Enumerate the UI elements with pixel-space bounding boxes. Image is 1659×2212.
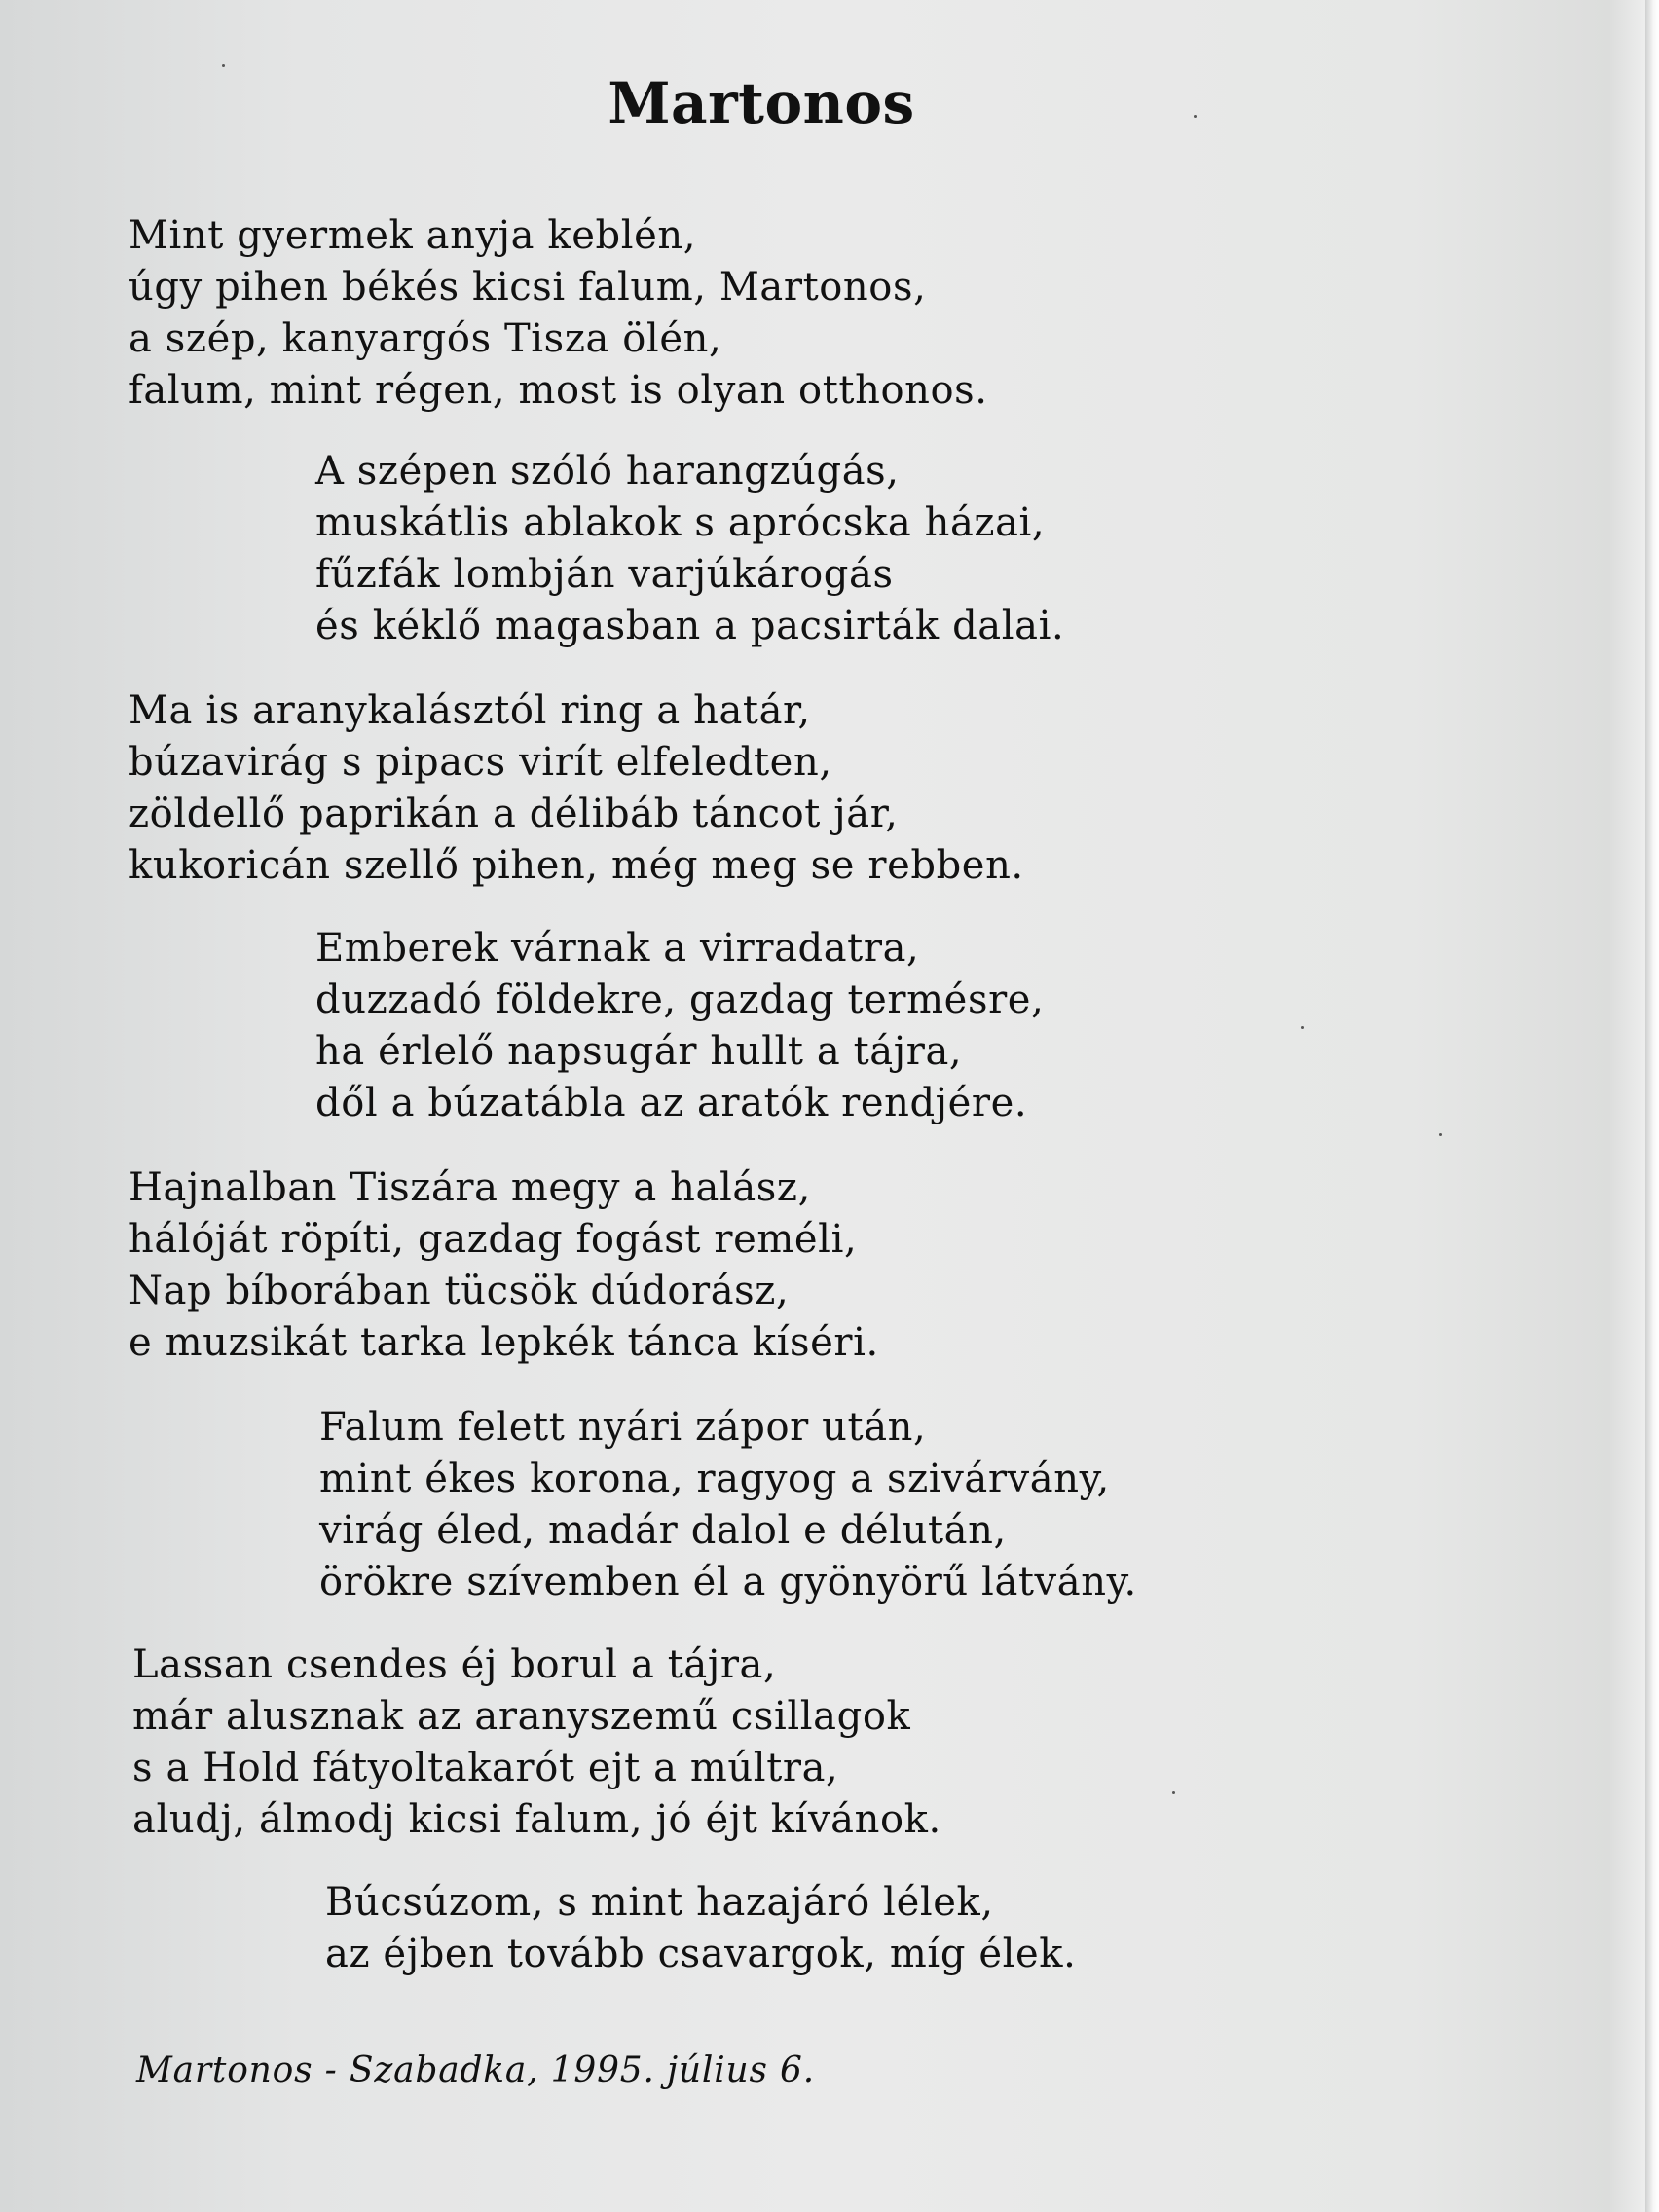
poem-line: már alusznak az aranyszemű csillagok xyxy=(132,1694,911,1739)
stanza-8 xyxy=(325,1877,1076,1980)
poem-line: muskátlis ablakok s aprócska házai, xyxy=(315,500,1046,545)
poem-line: duzzadó földekre, gazdag termésre, xyxy=(315,977,1045,1022)
poem-line: Hajnalban Tiszára megy a halász, xyxy=(129,1165,811,1210)
stanza-6 xyxy=(319,1402,1137,1608)
poem-signature: Martonos - Szabadka, 1995. július 6. xyxy=(136,2050,815,2090)
poem-line: Lassan csendes éj borul a tájra, xyxy=(132,1642,777,1687)
poem-line: a szép, kanyargós Tisza ölén, xyxy=(129,316,722,361)
poem-title: Martonos xyxy=(608,70,915,136)
poem-line: falum, mint régen, most is olyan otthonos. xyxy=(129,368,988,413)
poem-line: örökre szívemben él a gyönyörű látvány. xyxy=(319,1560,1137,1604)
poem-line: fűzfák lombján varjúkárogás xyxy=(315,552,894,597)
stanza-5 xyxy=(129,1162,879,1369)
dust-speck xyxy=(222,64,225,67)
poem-line: hálóját röpíti, gazdag fogást reméli, xyxy=(129,1217,858,1262)
stanza-3 xyxy=(129,685,1024,892)
stanza-7 xyxy=(132,1640,941,1846)
poem-line: virág éled, madár dalol e délután, xyxy=(319,1508,1007,1553)
poem-line: úgy pihen békés kicsi falum, Martonos, xyxy=(129,265,927,310)
stanza-1 xyxy=(129,210,988,417)
poem-line: Falum felett nyári zápor után, xyxy=(319,1405,927,1450)
stanza-2 xyxy=(315,446,1064,652)
poem-line: Mint gyermek anyja keblén, xyxy=(129,213,697,258)
poem-line: az éjben tovább csavargok, míg élek. xyxy=(325,1932,1077,1976)
poem-line: és kéklő magasban a pacsirták dalai. xyxy=(315,604,1065,648)
poem-line: búzavirág s pipacs virít elfeledten, xyxy=(129,740,832,785)
dust-speck xyxy=(1301,1026,1304,1029)
dust-speck xyxy=(1194,115,1197,118)
poem-line: A szépen szóló harangzúgás, xyxy=(315,449,900,494)
poem-line: Nap bíborában tücsök dúdorász, xyxy=(129,1269,790,1313)
page-edge-shadow xyxy=(1645,0,1659,2212)
poem-line: ha érlelő napsugár hullt a tájra, xyxy=(315,1029,963,1074)
dust-speck xyxy=(1439,1133,1442,1136)
poem-line: mint ékes korona, ragyog a szivárvány, xyxy=(319,1456,1110,1501)
poem-line: dől a búzatábla az aratók rendjére. xyxy=(315,1081,1028,1125)
dust-speck xyxy=(1172,1791,1175,1794)
poem-line: e muzsikát tarka lepkék tánca kíséri. xyxy=(129,1320,879,1365)
poem-line: zöldellő paprikán a délibáb táncot jár, xyxy=(129,792,899,836)
poem-line: aludj, álmodj kicsi falum, jó éjt kívánok. xyxy=(132,1797,941,1842)
poem-line: Emberek várnak a virradatra, xyxy=(315,926,920,971)
poem-line: Ma is aranykalásztól ring a határ, xyxy=(129,688,811,733)
poem-line: Búcsúzom, s mint hazajáró lélek, xyxy=(325,1880,994,1925)
poem-line: s a Hold fátyoltakarót ejt a múltra, xyxy=(132,1746,839,1790)
stanza-4 xyxy=(315,923,1044,1129)
poem-line: kukoricán szellő pihen, még meg se rebben. xyxy=(129,843,1024,888)
